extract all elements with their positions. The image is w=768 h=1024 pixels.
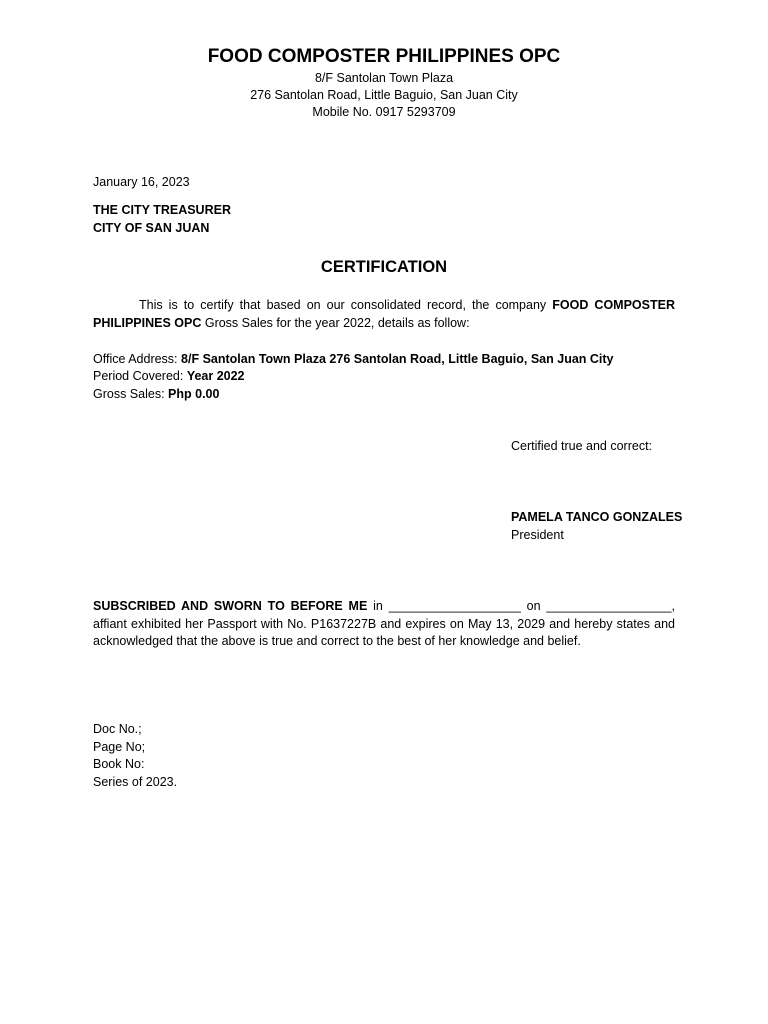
jurat-paragraph (93, 598, 675, 651)
company-name: FOOD COMPOSTER PHILIPPINES OPC (207, 46, 561, 67)
intro-tail: Gross Sales for the year 2022, details as follow: (204, 315, 470, 330)
certified-true-correct: Certified true and correct: (511, 439, 653, 453)
period-covered-value: Year 2022 (186, 369, 245, 383)
company-name-inline: FOOD COMPOSTER PHILIPPINES OPC (93, 298, 675, 330)
addressee-line2: CITY OF SAN JUAN (93, 221, 210, 235)
jurat-date-blank: __________________, (546, 599, 676, 613)
jurat-on: on (526, 599, 541, 613)
period-covered-label: Period Covered: (93, 369, 184, 383)
jurat-text: affiant exhibited her Passport with No. P1637227B and expires on May 13, 2029 and hereby states and acknowledged that the above is true and correct to the best of her knowledge and belief. (93, 616, 675, 648)
intro-text: This is to certify that based on our consolidated record, the company (139, 298, 547, 312)
book-no: Book No: (93, 757, 145, 771)
signatory-position: President (511, 528, 564, 542)
company-mobile: Mobile No. 0917 5293709 (312, 105, 456, 119)
letter-date: January 16, 2023 (93, 175, 190, 189)
office-address-value: 8/F Santolan Town Plaza 276 Santolan Road, Little Baguio, San Juan City (181, 352, 614, 366)
signatory-name: PAMELA TANCO GONZALES (511, 510, 683, 524)
doc-no: Doc No.; (93, 722, 142, 736)
company-address-line1: 8/F Santolan Town Plaza (314, 71, 454, 85)
office-address-row (93, 351, 675, 369)
certification-title: CERTIFICATION (320, 258, 448, 276)
series-year: Series of 2023. (93, 775, 178, 789)
certification-paragraph (93, 297, 675, 332)
company-address-line2: 276 Santolan Road, Little Baguio, San Juan City (250, 88, 518, 102)
gross-sales-value: Php 0.00 (168, 387, 220, 401)
period-covered-row (93, 368, 675, 386)
jurat-place-blank: ___________________ (388, 599, 521, 613)
jurat-in: in (373, 599, 383, 613)
gross-sales-label: Gross Sales: (93, 387, 165, 401)
office-address-label: Office Address: (93, 352, 178, 366)
page-no: Page No; (93, 740, 146, 754)
gross-sales-row (93, 386, 675, 404)
addressee-line1: THE CITY TREASURER (93, 203, 231, 217)
jurat-lead: SUBSCRIBED AND SWORN TO BEFORE ME (93, 599, 368, 613)
